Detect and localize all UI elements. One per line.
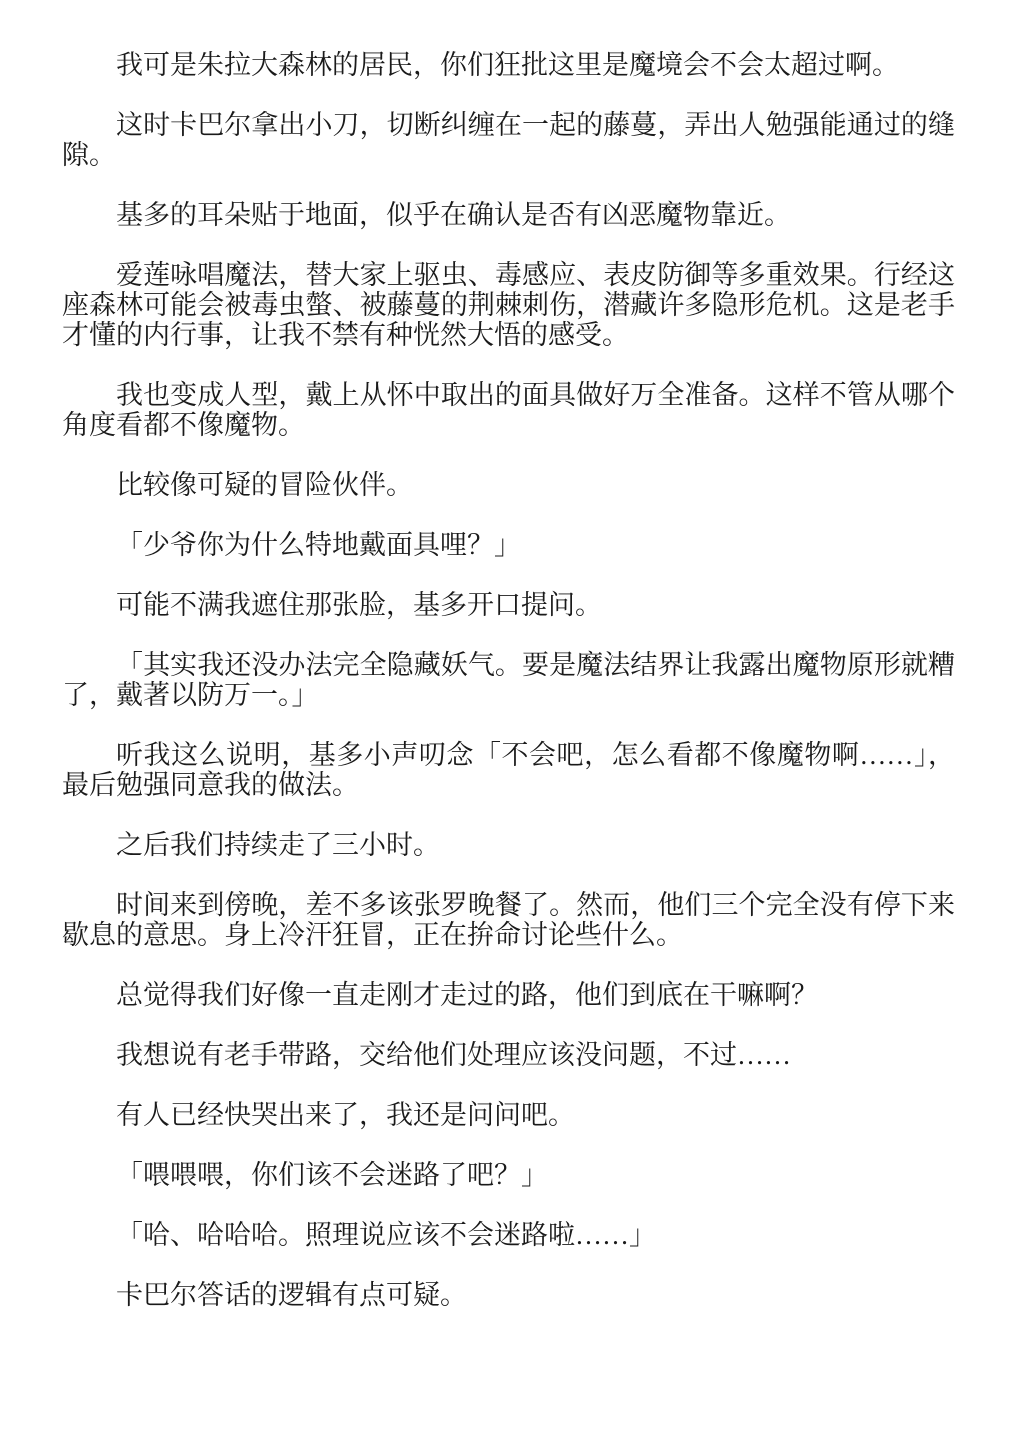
paragraph: 「喂喂喂，你们该不会迷路了吧？」: [116, 1160, 548, 1190]
paragraph: 我也变成人型，戴上从怀中取出的面具做好万全准备。这样不管从哪个角度看都不像魔物。: [62, 380, 955, 440]
paragraph: 时间来到傍晚，差不多该张罗晚餐了。然而，他们三个完全没有停下来歇息的意思。身上冷汗狂冒，正在拚命讨论些什么。: [62, 890, 955, 950]
paragraph: 卡巴尔答话的逻辑有点可疑。: [116, 1280, 467, 1310]
paragraph: 总觉得我们好像一直走刚才走过的路，他们到底在干嘛啊？: [116, 980, 818, 1010]
paragraph: 我想说有老手带路，交给他们处理应该没问题，不过……: [116, 1040, 791, 1070]
paragraph: 爱莲咏唱魔法，替大家上驱虫、毒感应、表皮防御等多重效果。行经这座森林可能会被毒虫螫、被藤蔓的荆棘刺伤，潜藏许多隐形危机。这是老手才懂的内行事，让我不禁有种恍然大悟的感受。: [62, 260, 955, 350]
paragraph: 「其实我还没办法完全隐藏妖气。要是魔法结界让我露出魔物原形就糟了，戴著以防万一。」: [62, 650, 955, 710]
paragraph: 听我这么说明，基多小声叨念「不会吧，怎么看都不像魔物啊……」，最后勉强同意我的做法。: [62, 740, 955, 800]
paragraph: 「少爷你为什么特地戴面具哩？」: [116, 530, 521, 560]
paragraph: 这时卡巴尔拿出小刀，切断纠缠在一起的藤蔓，弄出人勉强能通过的缝隙。: [62, 110, 955, 170]
paragraph: 「哈、哈哈哈。照理说应该不会迷路啦……」: [116, 1220, 656, 1250]
paragraph: 基多的耳朵贴于地面，似乎在确认是否有凶恶魔物靠近。: [116, 200, 791, 230]
novel-text-block: [62, 50, 955, 1340]
paragraph: 可能不满我遮住那张脸，基多开口提问。: [116, 590, 602, 620]
paragraph: 之后我们持续走了三小时。: [116, 830, 440, 860]
paragraph: 有人已经快哭出来了，我还是问问吧。: [116, 1100, 575, 1130]
paragraph: 比较像可疑的冒险伙伴。: [116, 470, 413, 500]
paragraph: 我可是朱拉大森林的居民，你们狂批这里是魔境会不会太超过啊。: [116, 50, 899, 80]
